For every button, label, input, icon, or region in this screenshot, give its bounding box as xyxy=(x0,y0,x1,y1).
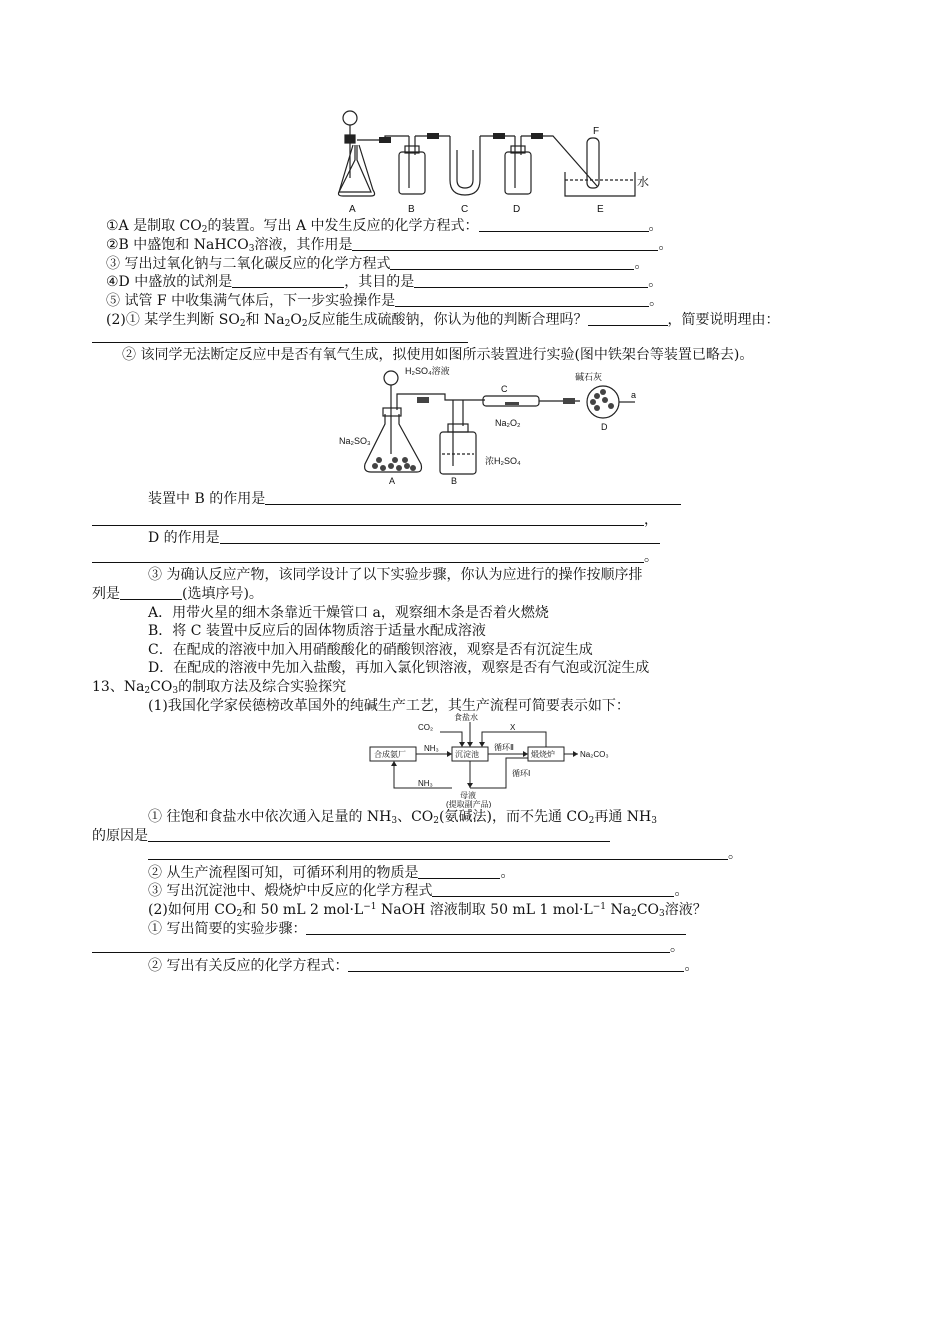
q2-line-2: ② 该同学无法断定反应中是否有氧气生成，拟使用如图所示装置进行实验(图中铁架台等装置已略去)。 xyxy=(122,347,754,363)
q13-step1-line-1: ① 往饱和食盐水中依次通入足量的 $NH_3$、$CO_2$(氨碱法)，而不先通 $CO_2$再通 $NH_3$ xyxy=(148,809,657,826)
option-D: D．在配成的溶液中先加入盐酸，再加入氯化钡溶液，观察是否有气泡或沉淀生成 xyxy=(148,660,650,676)
answer-blank[interactable] xyxy=(390,255,634,270)
text-furnace: 煅烧炉 xyxy=(531,750,555,759)
b-role-line-2: ， xyxy=(92,511,658,529)
q2-step3-line-1: ③ 为确认反应产物，该同学设计了以下实验步骤，你认为应进行的操作按顺序排 xyxy=(148,567,643,583)
answer-blank[interactable] xyxy=(479,217,649,232)
q13-part1: (1)我国化学家侯德榜改革国外的纯碱生产工艺，其生产流程可简要表示如下： xyxy=(148,698,630,714)
label-mother-liquor: 母液 xyxy=(460,791,476,800)
answer-line[interactable] xyxy=(92,342,468,343)
answer-blank[interactable] xyxy=(588,311,668,326)
label-A: A xyxy=(349,204,356,215)
text-precipitation: 沉淀池 xyxy=(455,750,479,759)
b-role-line: 装置中 B 的作用是 xyxy=(148,490,681,508)
label-A: A xyxy=(389,476,396,486)
q2-step3-line-2: 列是 (选填序号)。 xyxy=(92,586,263,602)
label-C: C xyxy=(501,384,508,394)
answer-blank[interactable] xyxy=(414,273,648,288)
label-na2co3: Na₂CO₃ xyxy=(580,750,609,759)
q1-line-4: ④D 中盛放的试剂是 ，其目的是 。 xyxy=(106,274,663,290)
d-role-line: D 的作用是 xyxy=(148,529,660,547)
answer-blank[interactable] xyxy=(265,490,681,505)
answer-blank[interactable] xyxy=(306,920,686,935)
q13-step2: ② 从生产流程图可知，可循环利用的物质是 。 xyxy=(148,865,515,881)
answer-blank[interactable] xyxy=(120,585,182,600)
label-na2so3: Na₂SO₃ xyxy=(339,436,371,446)
answer-blank[interactable] xyxy=(148,845,728,860)
q13-step1-line-3: 。 xyxy=(148,845,742,863)
answer-blank[interactable] xyxy=(92,511,644,526)
label-h2so4: H₂SO₄溶液 xyxy=(405,366,450,376)
option-A: A．用带火星的细木条靠近干燥管口 a，观察细木条是否着火燃烧 xyxy=(148,605,549,621)
label-water: 水 xyxy=(637,175,650,189)
q1-line-1: ①A 是制取 $CO_2$的装置。写出 A 中发生反应的化学方程式： 。 xyxy=(106,218,663,235)
answer-blank[interactable] xyxy=(418,864,500,879)
q1-line-2: ②B 中盛饱和 NaHCO$_3$溶液，其作用是 。 xyxy=(106,237,673,254)
label-x: X xyxy=(510,723,516,732)
answer-blank[interactable] xyxy=(348,957,684,972)
answer-blank[interactable] xyxy=(232,273,344,288)
apparatus-figure-1 xyxy=(325,100,655,218)
q13-step1-line-2: 的原因是 xyxy=(92,827,610,845)
option-C: C．在配成的溶液中加入用硝酸酸化的硝酸钡溶液，观察是否有沉淀生成 xyxy=(148,642,593,658)
label-conc-h2so4: 浓H₂SO₄ xyxy=(485,456,521,466)
label-by-product: (提取副产品) xyxy=(446,800,492,808)
q13-title: 13、$Na_2CO_3$的制取方法及综合实验探究 xyxy=(92,679,347,696)
label-limestone: 碱石灰 xyxy=(575,372,603,382)
q13-task1: ① 写出简要的实验步骤： xyxy=(148,920,686,938)
text-ammonia-plant: 合成氨厂 xyxy=(374,750,406,759)
label-nh3-b: NH₃ xyxy=(418,779,433,788)
answer-blank[interactable] xyxy=(395,292,649,307)
label-F: F xyxy=(593,126,600,137)
flow-chart xyxy=(366,712,616,808)
q1-line-3: ③ 写出过氧化钠与二氧化碳反应的化学方程式 。 xyxy=(106,256,649,272)
q2-line-1: (2)① 某学生判断 $SO_2$和 $Na_2O_2$反应能生成硫酸钠，你认为他的判断合理吗？ ，简要说明理由： xyxy=(106,312,780,329)
label-B: B xyxy=(408,204,415,215)
answer-blank[interactable] xyxy=(148,827,610,842)
answer-blank[interactable] xyxy=(92,548,644,563)
d-role-line-2: 。 xyxy=(92,548,658,566)
label-D: D xyxy=(513,204,521,215)
label-cycle-2: 循环Ⅱ xyxy=(494,743,514,752)
label-E: E xyxy=(597,204,604,215)
q13-task1-line-2: 。 xyxy=(92,938,684,956)
label-na2o2: Na₂O₂ xyxy=(495,418,521,428)
label-co2: CO₂ xyxy=(418,723,434,732)
q13-task2: ② 写出有关反应的化学方程式： 。 xyxy=(148,958,699,974)
label-salt-water: 食盐水 xyxy=(454,713,478,722)
label-cycle-1: 循环Ⅰ xyxy=(512,769,531,778)
apparatus-figure-2 xyxy=(335,364,655,486)
answer-blank[interactable] xyxy=(92,938,670,953)
answer-blank[interactable] xyxy=(352,236,658,251)
label-a: a xyxy=(631,390,637,400)
answer-blank[interactable] xyxy=(432,882,674,897)
label-B: B xyxy=(451,476,458,486)
label-nh3: NH₃ xyxy=(424,744,439,753)
label-C: C xyxy=(461,204,469,215)
option-B: B．将 C 装置中反应后的固体物质溶于适量水配成溶液 xyxy=(148,623,486,639)
q13-part2: (2)如何用 $CO_2$和 50 mL 2 $mol\cdot L^{-1}$ NaOH 溶液制取 50 mL 1 $mol\cdot L^{-1}$ $Na_2CO_3$溶液？ xyxy=(148,902,707,919)
label-D: D xyxy=(601,422,608,432)
answer-blank[interactable] xyxy=(220,529,660,544)
q13-step3: ③ 写出沉淀池中、煅烧炉中反应的化学方程式 。 xyxy=(148,883,689,899)
q1-line-5: ⑤ 试管 F 中收集满气体后，下一步实验操作是 。 xyxy=(106,293,664,309)
